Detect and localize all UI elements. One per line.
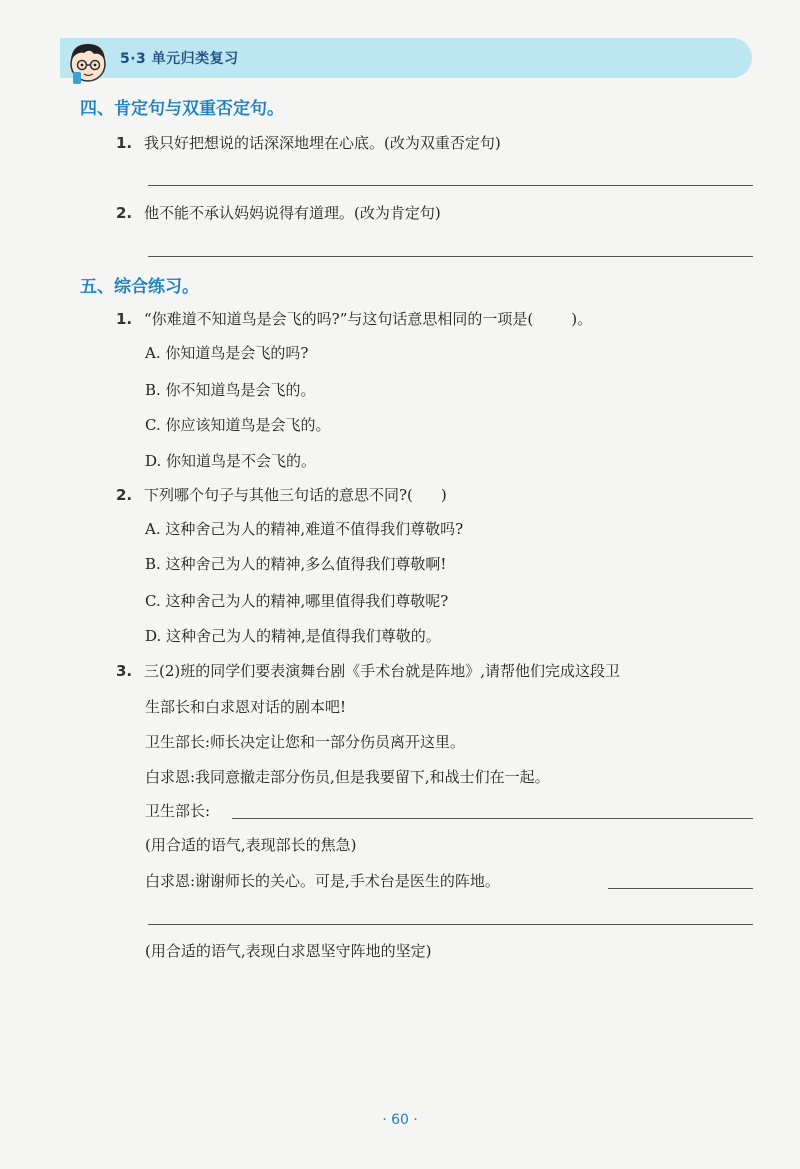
dialogue-line: 白求恩:我同意撤走部分伤员,但是我要留下,和战士们在一起。	[145, 768, 550, 786]
header-title: 5·3 单元归类复习	[120, 51, 239, 67]
dialogue-line-speaker: 卫生部长:	[145, 802, 211, 820]
question-stem-end: )。	[571, 310, 593, 328]
hint-text: (用合适的语气,表现白求恩坚守阵地的坚定)	[145, 942, 432, 960]
answer-line[interactable]	[148, 256, 753, 257]
answer-line[interactable]	[232, 818, 753, 819]
question-number: 1.	[116, 134, 133, 152]
dialogue-line: 卫生部长:师长决定让您和一部分伤员离开这里。	[145, 733, 466, 751]
hint-text: (用合适的语气,表现部长的焦急)	[145, 836, 357, 854]
section-4-title: 四、肯定句与双重否定句。	[80, 99, 284, 119]
question-stem: 下列哪个句子与其他三句话的意思不同?(	[144, 486, 413, 504]
section-4-question-2	[116, 202, 441, 223]
question-text: 他不能不承认妈妈说得有道理。(改为肯定句)	[144, 204, 441, 222]
question-intro-continued: 生部长和白求恩对话的剧本吧!	[145, 698, 347, 716]
section-4-question-1	[116, 132, 501, 153]
section-5-title: 五、综合练习。	[80, 277, 199, 297]
dialogue-line: 白求恩:谢谢师长的关心。可是,手术台是医生的阵地。	[145, 872, 500, 890]
question-number: 1.	[116, 310, 133, 328]
question-number: 3.	[116, 662, 133, 680]
option-d[interactable]: D. 这种舍己为人的精神,是值得我们尊敬的。	[145, 627, 441, 645]
question-intro: 三(2)班的同学们要表演舞台剧《手术台就是阵地》,请帮他们完成这段卫	[144, 662, 621, 680]
section-5-question-2	[116, 484, 447, 505]
option-c[interactable]: C. 这种舍己为人的精神,哪里值得我们尊敬呢?	[145, 592, 449, 610]
question-number: 2.	[116, 204, 133, 222]
answer-line[interactable]	[148, 924, 753, 925]
question-stem-end: )	[440, 486, 447, 504]
option-c[interactable]: C. 你应该知道鸟是会飞的。	[145, 416, 331, 434]
option-b[interactable]: B. 这种舍己为人的精神,多么值得我们尊敬啊!	[145, 555, 447, 573]
section-5-question-1	[116, 308, 592, 329]
question-number: 2.	[116, 486, 133, 504]
question-text: 我只好把想说的话深深地埋在心底。(改为双重否定句)	[144, 134, 501, 152]
option-d[interactable]: D. 你知道鸟是不会飞的。	[145, 452, 317, 470]
option-a[interactable]: A. 你知道鸟是会飞的吗?	[145, 344, 309, 362]
page-number: · 60 ·	[382, 1112, 418, 1128]
section-5-question-3	[116, 660, 620, 681]
answer-line[interactable]	[608, 888, 753, 889]
answer-line[interactable]	[148, 185, 753, 186]
question-stem: “你难道不知道鸟是会飞的吗?”与这句话意思相同的一项是(	[144, 310, 534, 328]
option-b[interactable]: B. 你不知道鸟是会飞的。	[145, 381, 316, 399]
option-a[interactable]: A. 这种舍己为人的精神,难道不值得我们尊敬吗?	[145, 520, 464, 538]
mascot-icon	[64, 38, 114, 86]
